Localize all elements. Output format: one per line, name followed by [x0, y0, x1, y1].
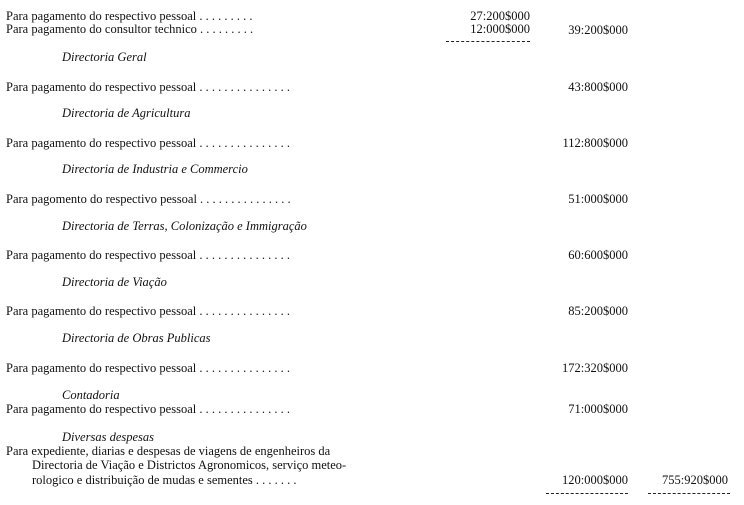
- section-heading-0: Directoria Geral: [62, 50, 147, 64]
- section-value-2: 51:000$000: [568, 192, 628, 206]
- section-value-5: 172:320$000: [562, 361, 628, 375]
- final-line-1: Para expediente, diarias e despesas de viagens de engenheiros da: [6, 444, 331, 458]
- sum-rule-1: [446, 41, 530, 42]
- sum-rule-2: [546, 493, 628, 494]
- section-value-6: 71:000$000: [568, 402, 628, 416]
- final-line-3: rologico e distribuição de mudas e sementes . . . . . . .: [32, 473, 297, 487]
- section-value-1: 112:800$000: [562, 136, 628, 150]
- subtotal-value: 39:200$000: [568, 23, 628, 37]
- final-line-2: Directoria de Viação e Districtos Agronomicos, serviço meteo-: [32, 458, 347, 472]
- section-heading-1: Directoria de Agricultura: [62, 106, 191, 120]
- value-consultor: 12:000$000: [470, 22, 530, 36]
- value-pessoal: 27:200$000: [470, 9, 530, 23]
- section-heading-4: Directoria de Viação: [62, 275, 167, 289]
- sum-rule-3: [648, 493, 730, 494]
- grand-total: 755:920$000: [662, 473, 728, 487]
- section-heading-2: Directoria de Industria e Commercio: [62, 162, 248, 176]
- line-pessoal: Para pagamento do respectivo pessoal . . . . . . . . .: [6, 9, 253, 23]
- section-line-0: Para pagamento do respectivo pessoal . . . . . . . . . . . . . . .: [6, 80, 290, 94]
- section-value-3: 60:600$000: [568, 248, 628, 262]
- section-line-3: Para pagamento do respectivo pessoal . . . . . . . . . . . . . . .: [6, 248, 290, 262]
- section-value-4: 85:200$000: [568, 304, 628, 318]
- section-heading-3: Directoria de Terras, Colonização e Immigração: [62, 219, 307, 233]
- final-value: 120:000$000: [562, 473, 628, 487]
- section-heading-6: Contadoria: [62, 388, 120, 402]
- section-line-6: Para pagamento do respectivo pessoal . . . . . . . . . . . . . . .: [6, 402, 290, 416]
- section-value-0: 43:800$000: [568, 80, 628, 94]
- section-heading-5: Directoria de Obras Publicas: [62, 331, 211, 345]
- section-line-5: Para pagamento do respectivo pessoal . . . . . . . . . . . . . . .: [6, 361, 290, 375]
- section-line-1: Para pagamento do respectivo pessoal . . . . . . . . . . . . . . .: [6, 136, 290, 150]
- section-line-2: Para pagomento do respectivo pessoal . . . . . . . . . . . . . . .: [6, 192, 291, 206]
- final-heading: Diversas despesas: [62, 430, 155, 444]
- section-line-4: Para pagamento do respectivo pessoal . . . . . . . . . . . . . . .: [6, 304, 290, 318]
- line-consultor: Para pagamento do consultor technico . . . . . . . . .: [6, 22, 254, 36]
